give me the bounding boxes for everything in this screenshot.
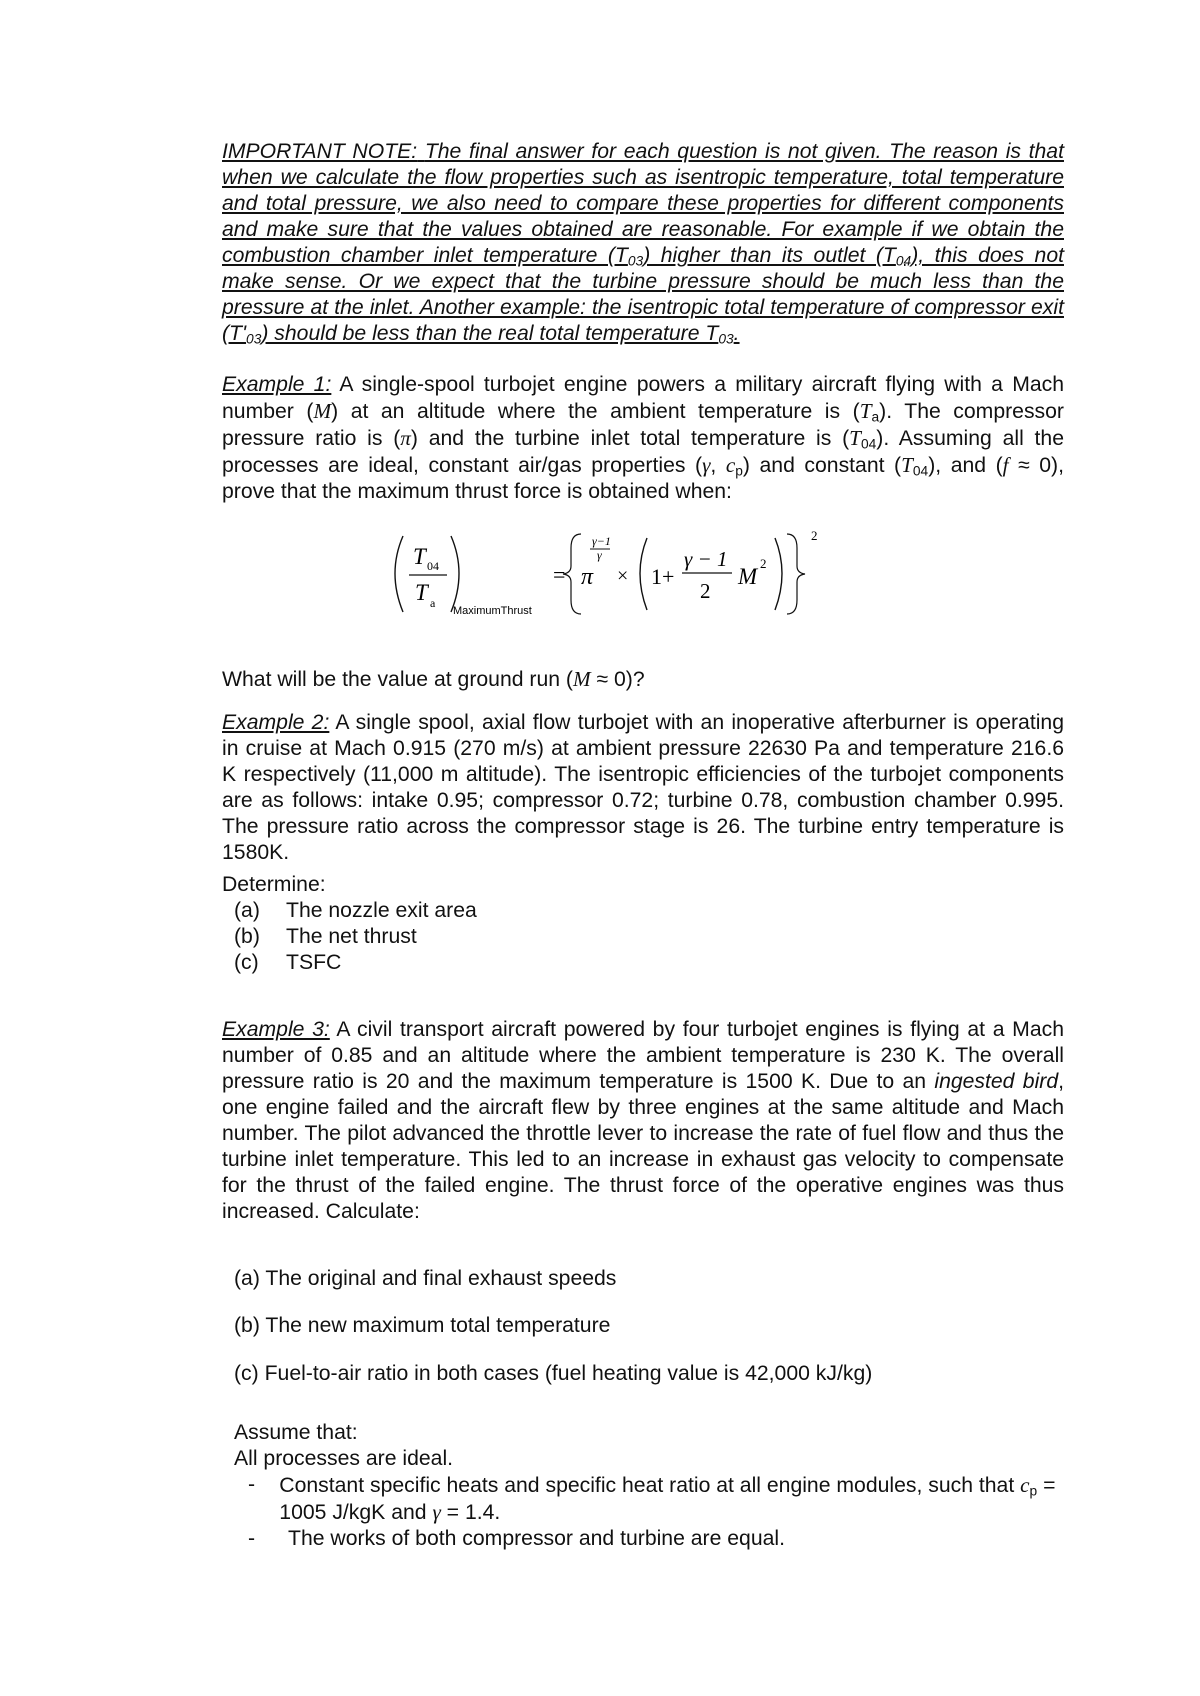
example-2-label: Example 2: (222, 711, 330, 734)
formula-sub-a: a (430, 596, 436, 610)
assumption-list (234, 1472, 1064, 1552)
example-2: Example 2: A single spool, axial flow turbojet with an inoperative afterburner is operating in cruise at Mach 0.915 (270 m/s) at ambient pressure 22630 Pa and temperature 216.6 K respectively (11,000 m altitude). The isentropic efficiencies of the turbojet components are as follows: intake 0.95; compressor 0.72; turbine 0.78, combustion chamber 0.995. The pressure ratio across the compressor stage is 26. The turbine entry temperature is 1580K. (222, 711, 1064, 864)
formula-T04: T (413, 544, 426, 569)
formula-maximum-thrust: MaximumThrust (453, 605, 532, 617)
formula-svg (385, 528, 845, 620)
formula-Ta: T (415, 580, 428, 605)
example-3: Example 3: A civil transport aircraft powered by four turbojet engines is flying at a Mach number of 0.85 and an altitude where the ambient temperature is 230 K. The overall pressure ratio is 20 and the maximum temperature is 1500 K. Due to an ingested bird, one engine failed and the aircraft flew by three engines at the same altitude and Mach number. The pilot advanced the throttle lever to increase the rate of fuel flow and thus the turbine inlet temperature. This led to an increase in exhaust gas velocity to compensate for the thrust of the failed engine. The thrust force of the operative engines was thus increased. Calculate: (222, 1018, 1065, 1223)
formula-M: M (738, 564, 758, 589)
determine-list (222, 898, 1064, 976)
assumptions (234, 1420, 1064, 1552)
exp-den: γ (597, 548, 602, 562)
formula-times: × (617, 565, 629, 587)
list-item: (b) The net thrust (234, 925, 417, 948)
formula-sub04: 04 (427, 559, 439, 573)
formula-equals: = (553, 562, 566, 587)
ground-run-question: What will be the value at ground run (M ≈ 0)? (222, 667, 645, 691)
formula-outer-exp: 2 (811, 528, 818, 543)
right-paren (451, 536, 459, 612)
formula-M-exp: 2 (760, 556, 767, 571)
list-item: (c) TSFC (234, 951, 342, 974)
calc-item-c: (c) Fuel-to-air ratio in both cases (fuel heating value is 42,000 kJ/kg) (234, 1362, 873, 1385)
important-note: IMPORTANT NOTE: The final answer for each question is not given. The reason is that when we calculate the flow properties such as isentropic temperature, total temperature and total pressure, we also need to compare these properties for different components and make sure that the values obtained are reasonable. For example if we obtain the combustion chamber inlet temperature $(T_{03})$ higher than its outlet $(T_{04})$, this does not make sense. Or we expect that the turbine pressure should be much less than the pressure at the inlet. Another example: the isentropic total temperature of compressor exit $(T'_{03})$ should be less than the real total temperature $T_{03}$. (222, 140, 1064, 347)
example-1-label: Example 1: (222, 373, 332, 396)
note-label: IMPORTANT NOTE: (222, 140, 418, 163)
list-item: (a) The nozzle exit area (234, 899, 477, 922)
formula-one-plus: 1+ (651, 564, 675, 589)
example-3-label: Example 3: (222, 1018, 330, 1041)
inner-left-paren (640, 538, 647, 610)
determine-label: Determine: (222, 873, 326, 896)
max-thrust-formula (385, 528, 845, 620)
right-brace (787, 534, 805, 614)
frac-num: γ − 1 (684, 547, 728, 571)
example-1: Example 1: A single-spool turbojet engine powers a military aircraft flying with a Mach number (M) at an altitude where the ambient temperature is $(T_a)$. The compressor pressure ratio is (π) and the turbine inlet total temperature is $(T_{04})$. Assuming all the processes are ideal, constant air/gas properties (γ, $c_p$) and constant $(T_{04})$, and (f ≈ 0), prove that the maximum thrust force is obtained when: (222, 373, 1065, 503)
list-item: - Constant specific heats and specific heat ratio at all engine modules, such that $c_p = 1005$ J/kgK and γ = 1.4. (248, 1473, 1056, 1524)
all-ideal: All processes are ideal. (234, 1447, 454, 1470)
determine-block (222, 872, 1064, 976)
assume-label: Assume that: (234, 1421, 358, 1444)
formula-pi: π (581, 564, 594, 590)
calc-item-b: (b) The new maximum total temperature (234, 1314, 611, 1337)
exp-num: γ−1 (592, 534, 611, 548)
inner-right-paren (775, 538, 782, 610)
frac-den: 2 (700, 579, 711, 603)
calc-item-a: (a) The original and final exhaust speeds (234, 1267, 617, 1290)
left-paren (395, 536, 403, 612)
list-item: - The works of both compressor and turbine are equal. (248, 1527, 785, 1550)
left-brace (563, 534, 581, 614)
